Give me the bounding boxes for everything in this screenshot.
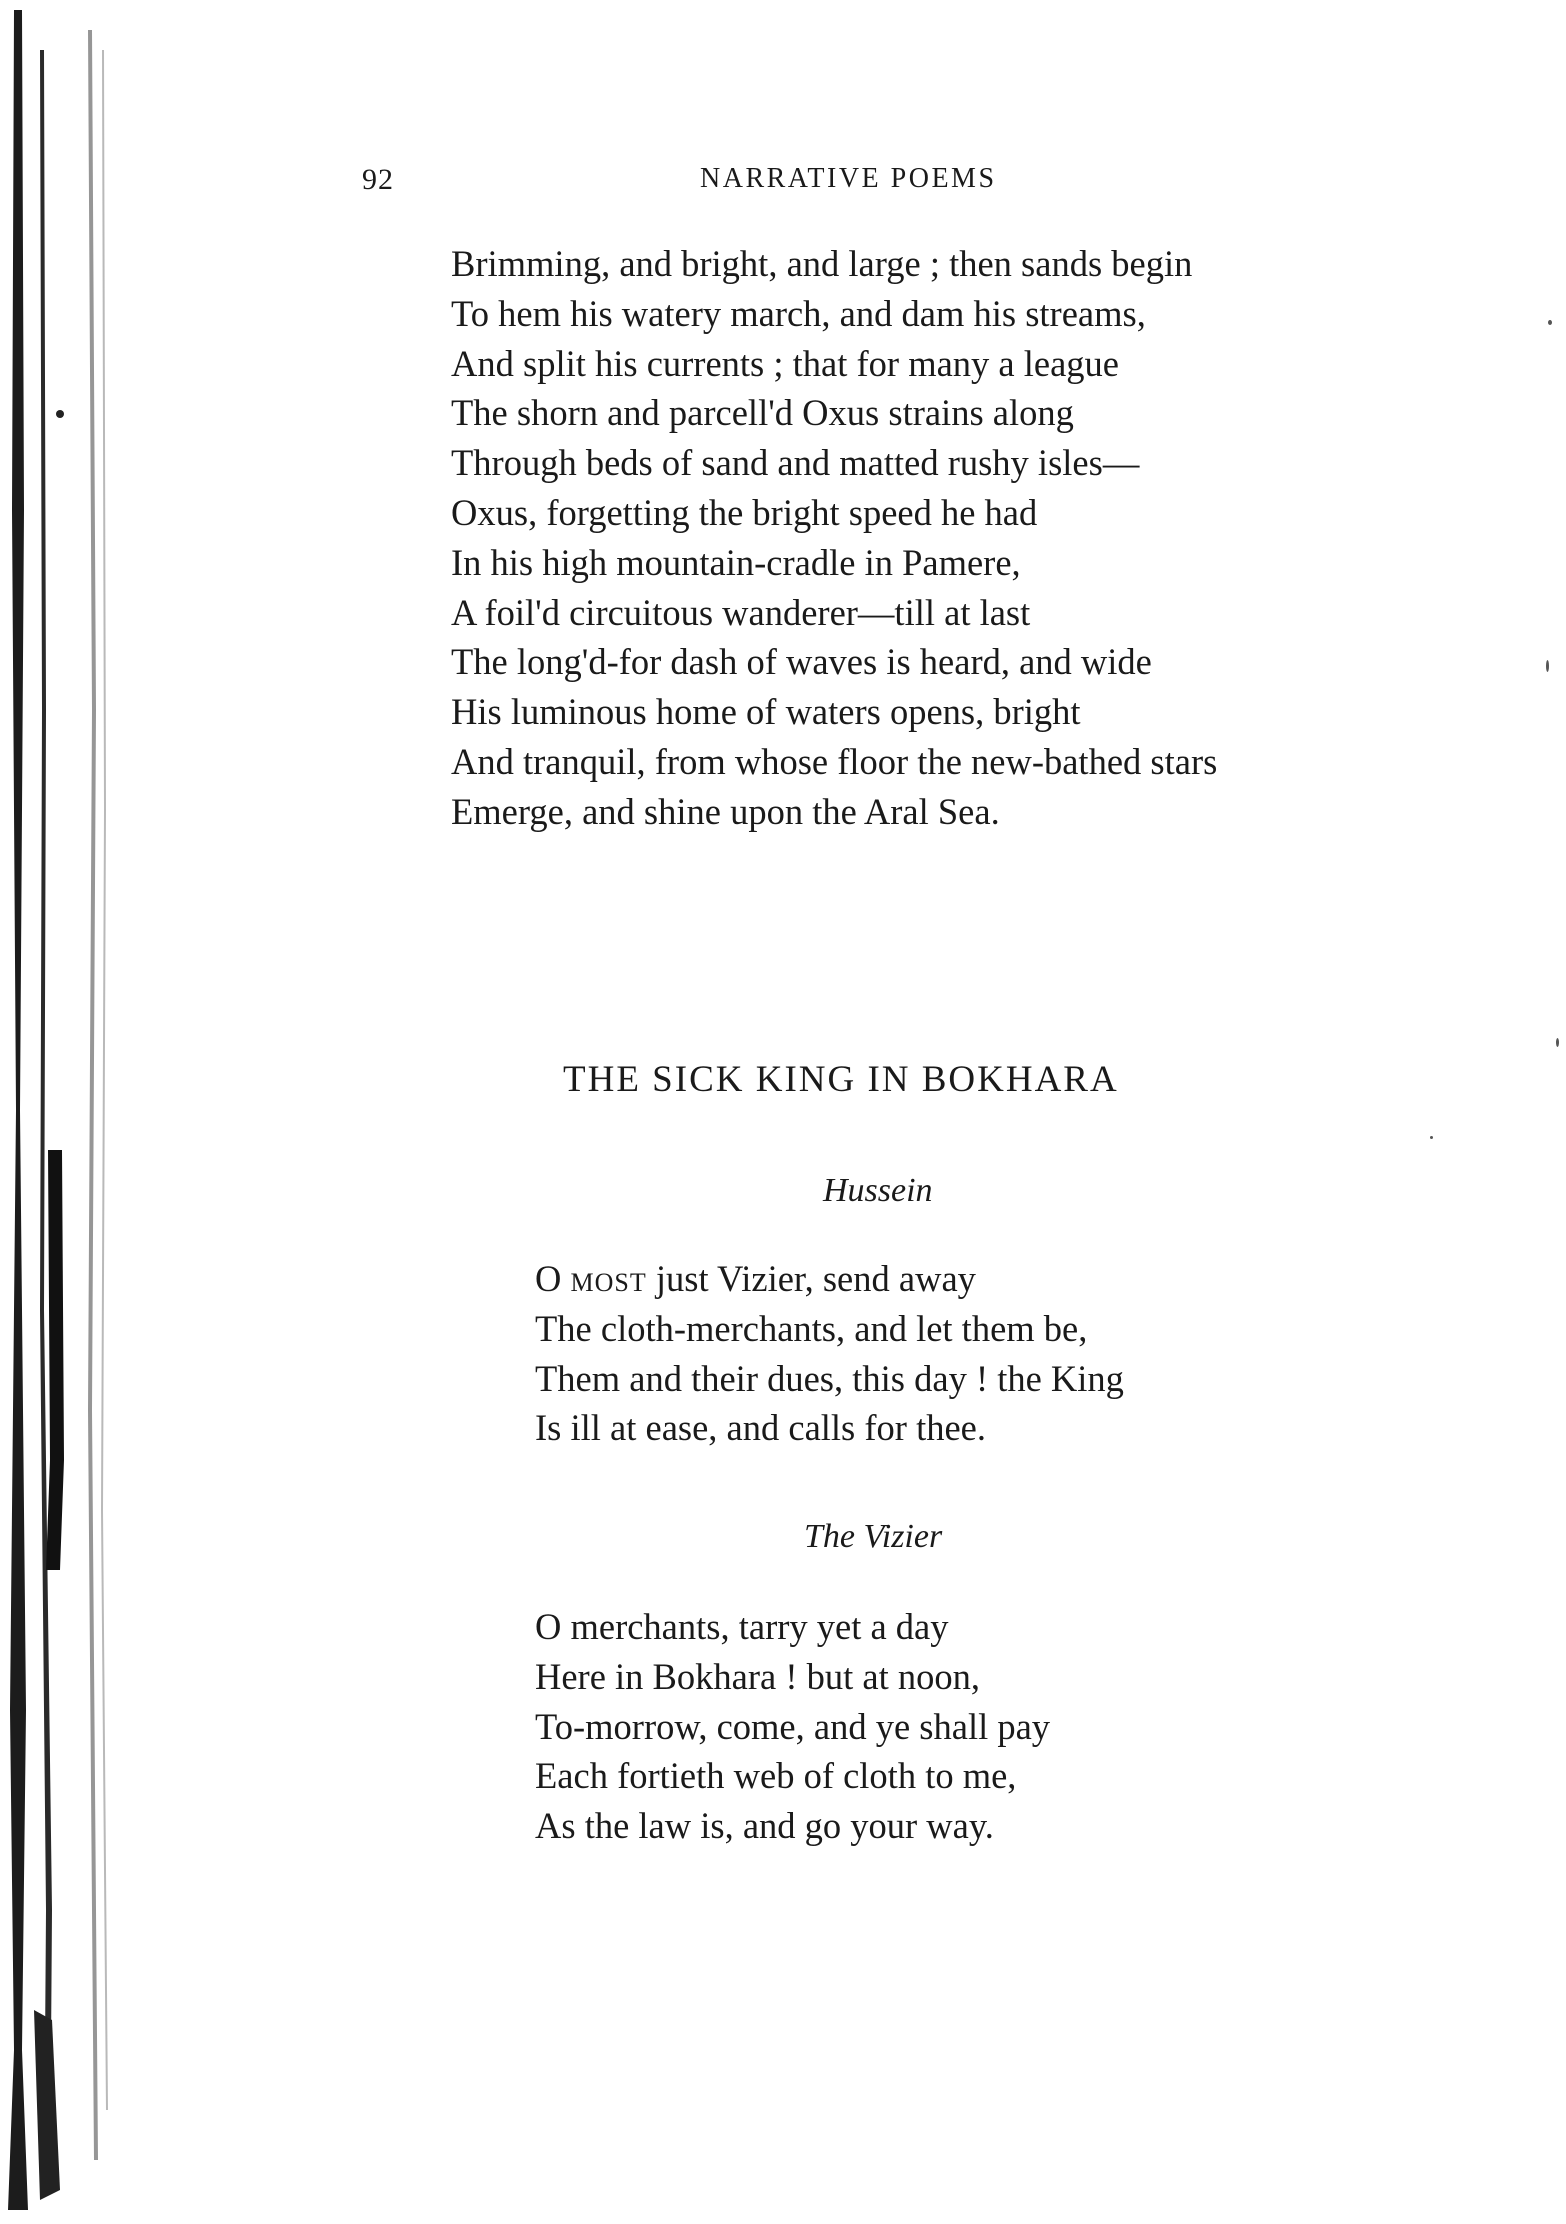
verse-line: As the law is, and go your way.: [535, 1805, 994, 1847]
verse-line: His luminous home of waters opens, bright: [451, 691, 1081, 733]
speaker-heading: The Vizier: [804, 1518, 943, 1555]
verse-line: The shorn and parcell'd Oxus strains along: [451, 392, 1074, 434]
poem-stanza-vizier: [535, 1602, 1050, 1851]
verse-line: The cloth-merchants, and let them be,: [535, 1307, 1088, 1349]
verse-line: O merchants, tarry yet a day: [535, 1606, 949, 1647]
verse-line: Oxus, forgetting the bright speed he had: [451, 491, 1038, 533]
scan-speck: [1556, 1038, 1559, 1047]
verse-line: Emerge, and shine upon the Aral Sea.: [451, 790, 1000, 832]
running-head: NARRATIVE POEMS: [700, 163, 997, 194]
verse-line: A foil'd circuitous wanderer—till at last: [451, 591, 1031, 633]
verse-rest: just Vizier, send away: [646, 1258, 976, 1299]
verse-smallcaps: most: [570, 1258, 647, 1299]
binding-edge: [0, 10, 120, 2210]
verse-line: To-morrow, come, and ye shall pay: [535, 1705, 1051, 1747]
verse-line: Is ill at ease, and calls for thee.: [535, 1407, 986, 1449]
scan-speck: [1430, 1136, 1433, 1139]
poem-stanza-hussein: [535, 1254, 1124, 1453]
verse-line-first: [535, 1254, 1124, 1304]
verse-line: And split his currents ; that for many a league: [451, 342, 1119, 384]
page-number: 92: [362, 163, 394, 196]
verse-line: In his high mountain-cradle in Pamere,: [451, 541, 1021, 583]
verse-line: Them and their dues, this day ! the King: [535, 1357, 1124, 1399]
verse-line: Brimming, and bright, and large ; then sands begin: [451, 243, 1193, 284]
poem-stanza-continued: [451, 239, 1217, 837]
verse-line: The long'd-for dash of waves is heard, and wide: [451, 641, 1152, 683]
verse-line: To hem his watery march, and dam his streams,: [451, 292, 1146, 334]
verse-line: Through beds of sand and matted rushy isles—: [451, 442, 1140, 484]
verse-initial: O: [535, 1258, 571, 1299]
scan-speck: [1546, 660, 1549, 672]
scan-speck: [1548, 320, 1552, 325]
poem-title: THE SICK KING IN BOKHARA: [563, 1059, 1119, 1100]
verse-line: Here in Bokhara ! but at noon,: [535, 1655, 980, 1697]
speaker-heading: Hussein: [823, 1172, 933, 1209]
verse-line: Each fortieth web of cloth to me,: [535, 1755, 1017, 1797]
verse-line: And tranquil, from whose floor the new-bathed stars: [451, 740, 1218, 782]
